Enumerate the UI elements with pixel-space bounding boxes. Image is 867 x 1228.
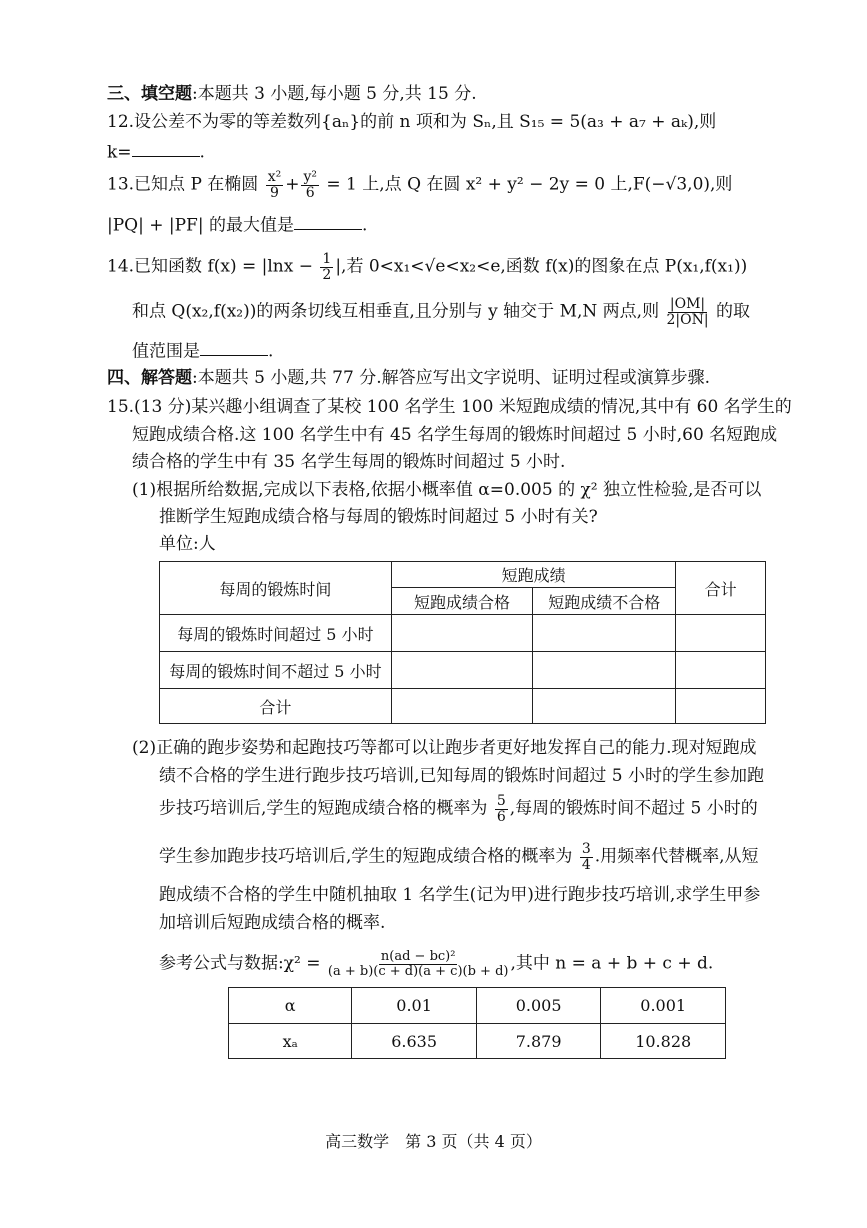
- q15-line3: 绩合格的学生中有 35 名学生每周的锻炼时间超过 5 小时.: [132, 452, 566, 472]
- fraction: [580, 842, 593, 872]
- q15-part2-line3: [159, 794, 758, 824]
- table-cell: α: [229, 988, 352, 1024]
- answer-blank: [294, 214, 362, 230]
- frac-num: 1: [322, 251, 332, 267]
- section3-heading: 三、填空题: [107, 84, 192, 104]
- table-cell[interactable]: [391, 689, 532, 724]
- frac-num: 3: [581, 841, 591, 857]
- table-cell: 10.828: [601, 1024, 726, 1059]
- frac-den: 4: [581, 856, 591, 873]
- table-cell[interactable]: [533, 652, 676, 689]
- table-cell: 0.001: [601, 988, 726, 1024]
- q13-line2: |PQ| + |PF| 的最大值是 .: [107, 215, 368, 236]
- fraction: [301, 170, 319, 200]
- frac-num: |OM|: [669, 296, 706, 312]
- table-header-pass: 短跑成绩合格: [391, 588, 532, 615]
- critical-value-table: [228, 987, 726, 1059]
- table-cell[interactable]: [676, 689, 766, 724]
- q15-part2-line1: (2)正确的跑步姿势和起跑技巧等都可以让跑步者更好地发挥自己的能力.现对短跑成: [132, 738, 757, 758]
- table-cell[interactable]: [533, 689, 676, 724]
- table-cell[interactable]: [676, 652, 766, 689]
- q15-part2-line6: 加培训后短跑成绩合格的概率.: [159, 913, 386, 933]
- formula-post: ,其中 n = a + b + c + d.: [510, 953, 714, 974]
- formula-label: 参考公式与数据:χ² =: [159, 953, 321, 974]
- table-row-label: 每周的锻炼时间超过 5 小时: [160, 615, 392, 652]
- table-header-fail: 短跑成绩不合格: [533, 588, 676, 615]
- table-cell[interactable]: [391, 615, 532, 652]
- fraction: [266, 170, 284, 200]
- q12-line1: 12.设公差不为零的等差数列{aₙ}的前 n 项和为 Sₙ,且 S₁₅ = 5(a₃ + a₇ + aₖ),则: [107, 112, 717, 132]
- q15-part2-line2: 绩不合格的学生进行跑步技巧培训,已知每周的锻炼时间超过 5 小时的学生参加跑: [159, 766, 765, 786]
- q12-k-label: k=: [107, 142, 132, 163]
- frac-den: 2|ON|: [666, 311, 709, 328]
- table-cell[interactable]: [533, 615, 676, 652]
- reference-formula: [159, 950, 713, 978]
- answer-blank: [200, 340, 268, 356]
- answer-blank: [132, 141, 200, 157]
- table-cell[interactable]: [676, 615, 766, 652]
- q14-line1: [107, 252, 747, 282]
- frac-den: 9: [270, 184, 279, 201]
- frac-den: 6: [496, 808, 506, 825]
- q15-part1-line1: (1)根据所给数据,完成以下表格,依据小概率值 α=0.005 的 χ² 独立性检验,是否可以: [132, 480, 762, 500]
- table-header-total: 合计: [676, 562, 766, 615]
- frac-den: 2: [322, 266, 332, 283]
- ratio-fraction: [667, 297, 709, 327]
- contingency-table: [159, 561, 766, 724]
- q14-text-pre: 14.已知函数 f(x) = |lnx −: [107, 256, 313, 277]
- q12-line2: k= .: [107, 142, 205, 163]
- q15-part2-text: 学生参加跑步技巧培训后,学生的短跑成绩合格的概率为: [159, 846, 573, 867]
- frac-den: 6: [305, 184, 315, 201]
- table-cell: xₐ: [229, 1024, 352, 1059]
- table-header-score: 短跑成绩: [391, 562, 676, 588]
- unit-label: 单位:人: [159, 534, 216, 554]
- q13-text-post: = 1 上,点 Q 在圆 x² + y² − 2y = 0 上,F(−√3,0),则: [326, 174, 733, 195]
- q14-line2: [132, 297, 750, 327]
- frac-den: (a + b)(c + d)(a + c)(b + d): [327, 963, 509, 979]
- q14-text-line2-pre: 和点 Q(x₂,f(x₂))的两条切线互相垂直,且分别与 y 轴交于 M,N 两点,则: [132, 301, 660, 322]
- section4-heading: 四、解答题: [107, 368, 192, 388]
- table-header-time: 每周的锻炼时间: [160, 562, 392, 615]
- table-row-label: 合计: [160, 689, 392, 724]
- q15-part2-line4: [159, 842, 759, 872]
- section4-header: [107, 368, 710, 388]
- q15-part1-line2: 推断学生短跑成绩合格与每周的锻炼时间超过 5 小时有关?: [159, 507, 598, 527]
- q13-text-pre: 13.已知点 P 在椭圆: [107, 174, 259, 195]
- q15-part2-text: 步技巧培训后,学生的短跑成绩合格的概率为: [159, 798, 488, 819]
- frac-num: 5: [496, 793, 506, 809]
- q13-line1: 13.已知点 P 在椭圆 $\frac{\text{x²}}{9}$ + $\frac{\text{y²}}{6}$ = 1 上,点 Q 在圆 x² + y² − 2y = 0 上,F(−√3,0),则: [107, 169, 733, 201]
- q14-text-line2-post: 的取: [715, 301, 750, 322]
- q15-part2-text: ,每周的锻炼时间不超过 5 小时的: [509, 798, 758, 819]
- frac-num: n(ad − bc)²: [380, 949, 456, 964]
- chi-square-fraction: [328, 950, 509, 978]
- frac-num: y²: [303, 169, 317, 185]
- fraction: [320, 252, 333, 282]
- q15-part2-line5: 跑成绩不合格的学生中随机抽取 1 名学生(记为甲)进行跑步技巧培训,求学生甲参: [159, 885, 761, 905]
- q14-line3: 值范围是 .: [132, 341, 274, 362]
- table-cell: 0.01: [352, 988, 477, 1024]
- fraction: [495, 794, 508, 824]
- q15-line2: 短跑成绩合格.这 100 名学生中有 45 名学生每周的锻炼时间超过 5 小时,60 名短跑成: [132, 425, 778, 445]
- q15-part2-text: .用频率代替概率,从短: [594, 846, 759, 867]
- q14-text-post: |,若 0<x₁<√e<x₂<e,函数 f(x)的图象在点 P(x₁,f(x₁)): [335, 256, 748, 277]
- table-cell: 6.635: [352, 1024, 477, 1059]
- frac-num: x²: [267, 169, 282, 185]
- table-cell: 0.005: [476, 988, 601, 1024]
- page-footer: 高三数学 第 3 页（共 4 页）: [325, 1132, 542, 1151]
- table-cell: 7.879: [476, 1024, 601, 1059]
- table-cell[interactable]: [391, 652, 532, 689]
- table-row-label: 每周的锻炼时间不超过 5 小时: [160, 652, 392, 689]
- q14-text-line3: 值范围是: [132, 341, 200, 362]
- section3-desc: :本题共 3 小题,每小题 5 分,共 15 分.: [192, 84, 477, 104]
- q13-text-line2: |PQ| + |PF| 的最大值是: [107, 215, 294, 236]
- section4-desc: :本题共 5 小题,共 77 分.解答应写出文字说明、证明过程或演算步骤.: [192, 368, 711, 388]
- q15-line1: 15.(13 分)某兴趣小组调查了某校 100 名学生 100 米短跑成绩的情况,其中有 60 名学生的: [107, 397, 792, 417]
- section3-header: [107, 84, 477, 104]
